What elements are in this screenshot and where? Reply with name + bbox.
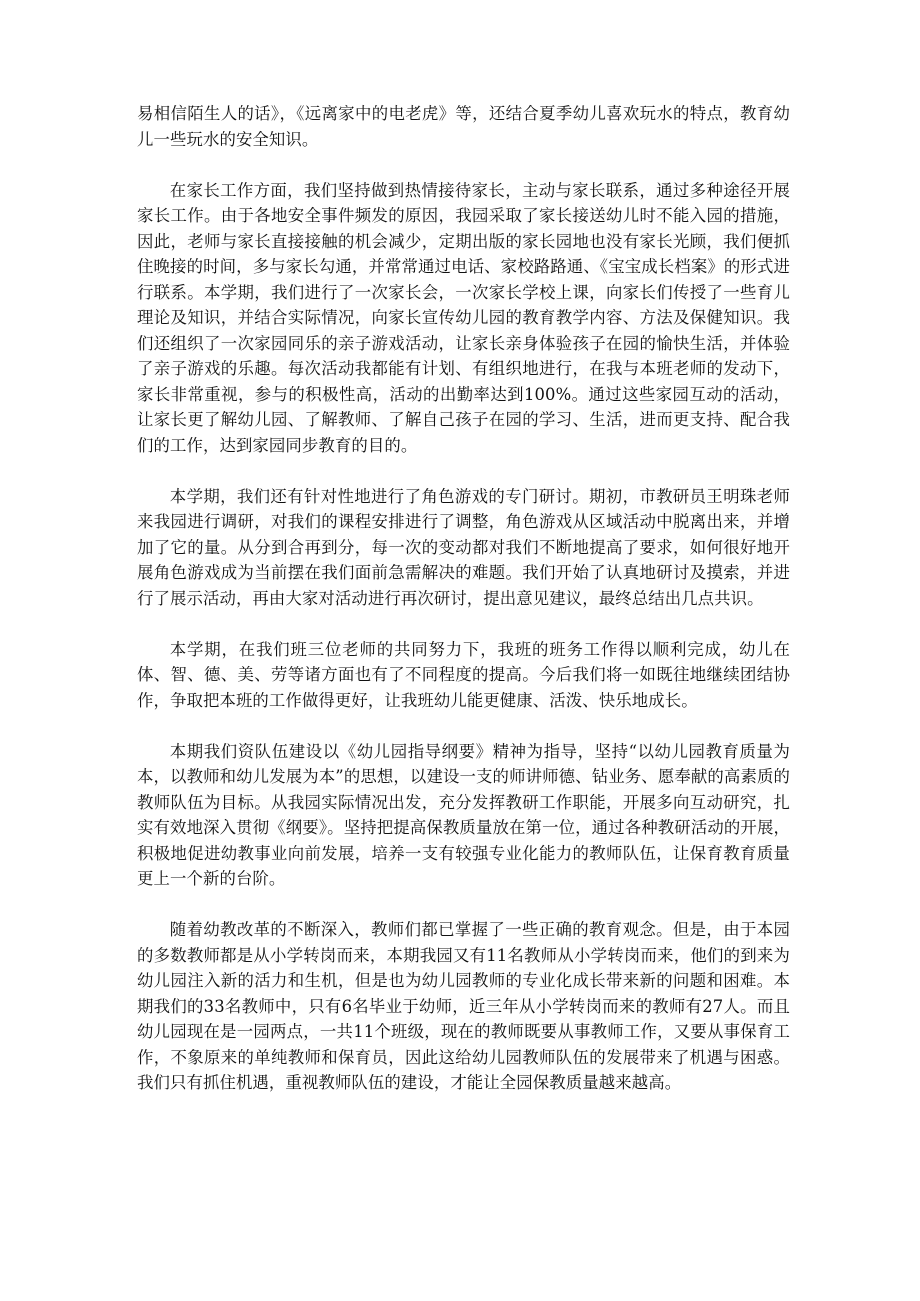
paragraph-5: 本期我们资队伍建设以《幼儿园指导纲要》精神为指导，坚持“以幼儿园教育质量为本，以教师和幼儿发展为本”的思想，以建设一支的师讲师德、钻业务、愿奉献的高素质的教师队伍为目标。从我园实际情况出发，充分发挥教研工作职能，开展多向互动研究，扎实有效地深入贯彻《纲要》。坚持把提高保教质量放在第一位，通过各种教研活动的开展，积极地促进幼教事业向前发展，培养一支有较强专业化能力的教师队伍，让保育教育质量更上一个新的台阶。 [137,741,790,888]
paragraph-2: 在家长工作方面，我们坚持做到热情接待家长，主动与家长联系，通过多种途径开展家长工作。由于各地安全事件频发的原因，我园采取了家长接送幼儿时不能入园的措施，因此，老师与家长直接接触的机会减少，定期出版的家长园地也没有家长光顾，我们便抓住晚接的时间，多与家长勾通，并常常通过电话、家校路路通、《宝宝成长档案》的形式进行联系。本学期，我们进行了一次家长会，一次家长学校上课，向家长们传授了一些育儿理论及知识，并结合实际情况，向家长宣传幼儿园的教育教学内容、方法及保健知识。我们还组织了一次家园同乐的亲子游戏活动，让家长亲身体验孩子在园的愉快生活，并体验了亲子游戏的乐趣。每次活动我都能有计划、有组织地进行，在我与本班老师的发动下，家长非常重视，参与的积极性高，活动的出勤率达到100%。通过这些家园互动的活动，让家长更了解幼儿园、了解教师、了解自己孩子在园的学习、生活，进而更支持、配合我们的工作，达到家园同步教育的目的。 [137,180,790,455]
paragraph-4: 本学期，在我们班三位老师的共同努力下，我班的班务工作得以顺利完成，幼儿在体、智、德、美、劳等诸方面也有了不同程度的提高。今后我们将一如既往地继续团结协作，争取把本班的工作做得更好，让我班幼儿能更健康、活泼、快乐地成长。 [137,639,790,710]
paragraph-3: 本学期，我们还有针对性地进行了角色游戏的专门研讨。期初，市教研员王明珠老师来我园进行调研，对我们的课程安排进行了调整，角色游戏从区域活动中脱离出来，并增加了它的量。从分到合再到分，每一次的变动都对我们不断地提高了要求，如何很好地开展角色游戏成为当前摆在我们面前急需解决的难题。我们开始了认真地研讨及摸索，并进行了展示活动，再由大家对活动进行再次研讨，提出意见建议，最终总结出几点共识。 [137,486,790,608]
document-page [137,101,790,1121]
paragraph-1: 易相信陌生人的话》，《远离家中的电老虎》等，还结合夏季幼儿喜欢玩水的特点，教育幼儿一些玩水的安全知识。 [137,104,790,149]
paragraph-6: 随着幼教改革的不断深入，教师们都已掌握了一些正确的教育观念。但是，由于本园的多数教师都是从小学转岗而来，本期我园又有11名教师从小学转岗而来，他们的到来为幼儿园注入新的活力和生机，但是也为幼儿园教师的专业化成长带来新的问题和困难。本期我们的33名教师中，只有6名毕业于幼师，近三年从小学转岗而来的教师有27人。而且幼儿园现在是一园两点，一共11个班级，现在的教师既要从事教师工作，又要从事保育工作，不象原来的单纯教师和保育员，因此这给幼儿园教师队伍的发展带来了机遇与困惑。我们只有抓住机遇，重视教师队伍的建设，才能让全园保教质量越来越高。 [137,920,790,1092]
